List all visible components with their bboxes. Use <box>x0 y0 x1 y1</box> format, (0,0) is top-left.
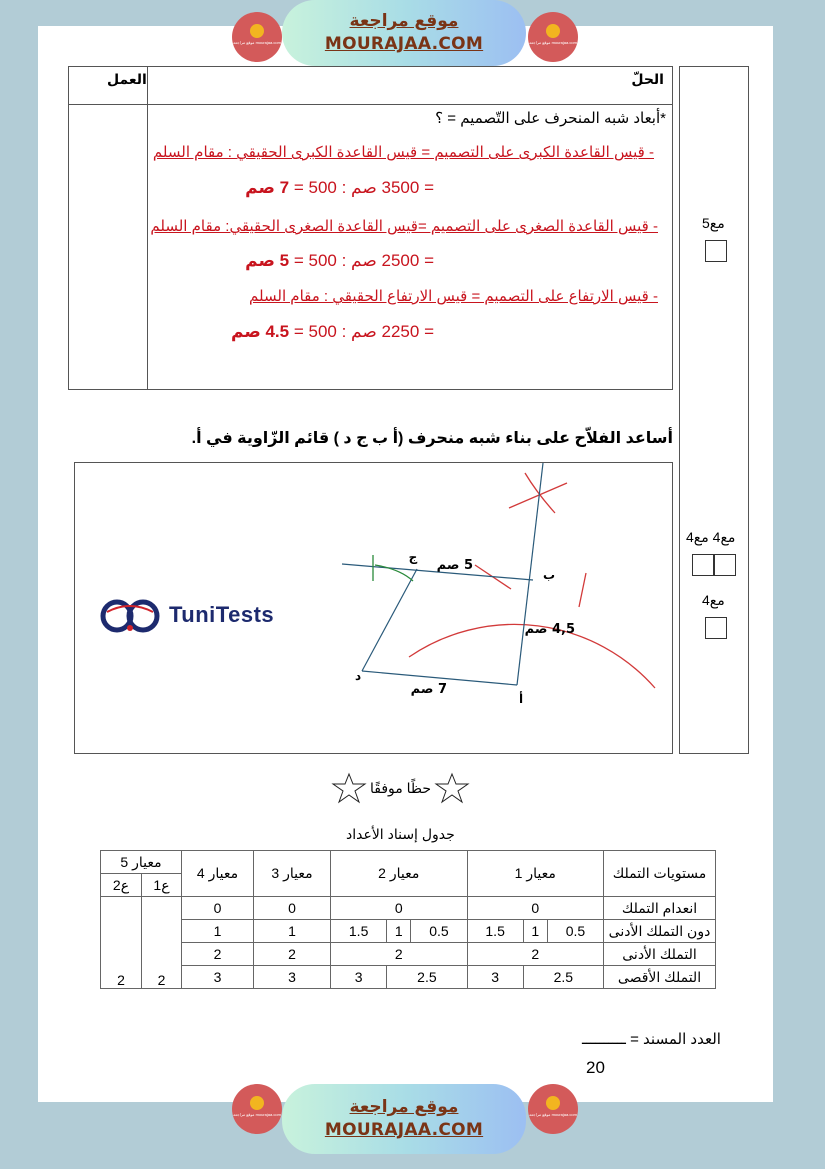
watermark-text: TuniTests <box>169 602 275 627</box>
site-banner-bottom[interactable] <box>282 1084 526 1154</box>
score-box-c5[interactable] <box>705 240 727 262</box>
site-banner-top[interactable] <box>282 0 526 66</box>
book-icon <box>546 1096 560 1110</box>
site-logo-left-bottom[interactable]: موقع مراجعة mourajaa.com <box>232 1084 282 1134</box>
formula-large-base: - قيس القاعدة الكبرى على التصميم = قيس القاعدة الكبرى الحقيقي : مقام السلم <box>152 144 654 161</box>
solution-table-header <box>69 67 672 105</box>
svg-text:د: د <box>355 669 362 683</box>
result-height: = 2250 صم : 500 = 4.5 صم <box>230 322 434 341</box>
grading-table <box>100 850 716 989</box>
header-solution: الحلّ <box>631 71 664 87</box>
site-logo-right[interactable]: موقع مراجعة mourajaa.com <box>528 12 578 62</box>
column-divider <box>147 67 148 389</box>
total-score-denominator: 20 <box>586 1058 605 1077</box>
svg-text:ج: ج <box>408 550 418 564</box>
total-score-label: العدد المسند = ــــــــــ <box>582 1031 721 1048</box>
criterion-label-4-pair: مع4 مع4 <box>686 529 736 545</box>
header-work: العمل <box>107 71 147 87</box>
result-large-base: = 3500 صم : 500 = 7 صم <box>245 178 434 197</box>
construction-figure <box>74 462 673 754</box>
question-line: *أبعاد شبه المنحرف على التّصميم = ؟ <box>435 110 666 127</box>
result-small-base: = 2500 صم : 500 = 5 صم <box>245 251 434 270</box>
formula-small-base: - قيس القاعدة الصغرى على التصميم =قيس القاعدة الصغرى الحقيقي: مقام السلم <box>150 218 658 235</box>
svg-text:أ: أ <box>519 692 524 706</box>
book-icon <box>250 1096 264 1110</box>
table-row: دون التملك الأدنى 0.5 1 1.5 0.5 1 1.5 1 1 <box>101 920 716 943</box>
table-subheader-row: ع1 ع2 <box>101 874 716 897</box>
solution-table <box>68 66 673 390</box>
criterion-label-4: مع4 <box>702 592 725 608</box>
good-luck-message: حظًا موفقًا <box>330 772 471 804</box>
site-logo-left[interactable]: موقع مراجعة mourajaa.com <box>232 12 282 62</box>
score-box-c4c[interactable] <box>705 617 727 639</box>
table-row: انعدام التملك 0 0 0 0 2 2 <box>101 897 716 920</box>
banner-arabic: موقع مراجعة <box>349 11 459 31</box>
grading-table-title: جدول إسناد الأعداد <box>346 826 455 842</box>
table-row: التملك الأدنى 2 2 2 2 <box>101 943 716 966</box>
banner-arabic: موقع مراجعة <box>349 1097 459 1117</box>
star-icon <box>330 772 368 804</box>
score-box-c4a[interactable] <box>692 554 714 576</box>
svg-text:5 صم: 5 صم <box>436 558 473 573</box>
svg-text:7 صم: 7 صم <box>410 682 447 697</box>
book-icon <box>546 24 560 38</box>
svg-text:4,5 صم: 4,5 صم <box>524 622 575 637</box>
criteria-column <box>679 66 749 754</box>
table-row: التملك الأقصى 2.5 3 2.5 3 3 3 <box>101 966 716 989</box>
table-header-row: مستويات التملك معيار 1 معيار 2 معيار 3 معيار 4 معيار 5 <box>101 851 716 874</box>
banner-latin: MOURAJAA.COM <box>324 34 484 54</box>
trapezoid-drawing <box>75 463 674 755</box>
banner-latin: MOURAJAA.COM <box>324 1120 484 1140</box>
criterion-label-5: مع5 <box>702 215 725 231</box>
formula-height: - قيس الارتفاع على التصميم = قيس الارتفاع الحقيقي : مقام السلم <box>249 288 658 305</box>
book-icon <box>250 24 264 38</box>
task-statement: أساعد الفلاّح على بناء شبه منحرف (أ ب ج د ) قائم الزّاوية في أ. <box>191 430 673 447</box>
svg-text:ب: ب <box>543 568 556 582</box>
site-logo-right-bottom[interactable]: موقع مراجعة mourajaa.com <box>528 1084 578 1134</box>
score-box-c4b[interactable] <box>714 554 736 576</box>
star-icon <box>433 772 471 804</box>
